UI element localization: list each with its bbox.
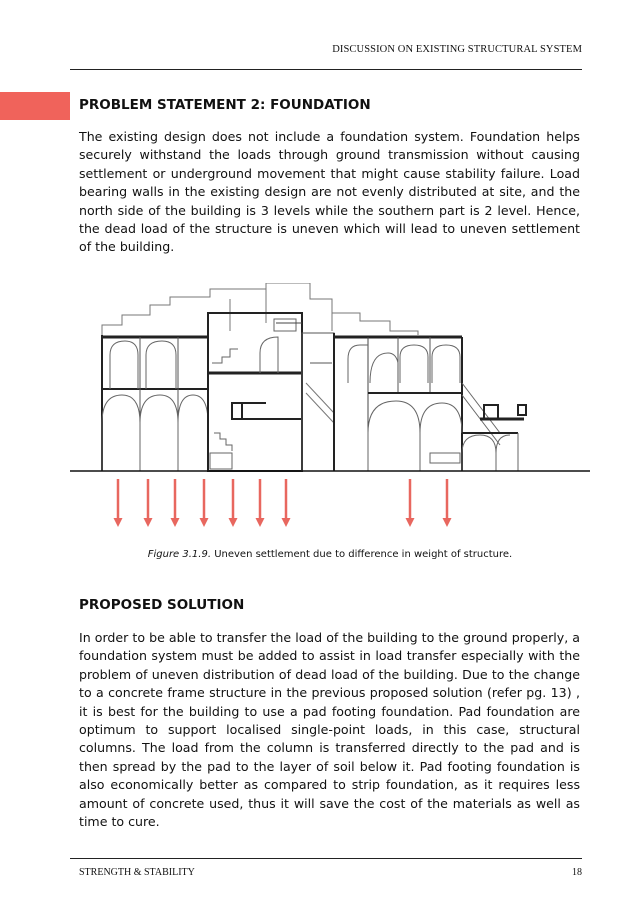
load-arrow (256, 479, 265, 527)
load-arrows (114, 479, 452, 527)
load-arrow (229, 479, 238, 527)
figure-caption-text: Uneven settlement due to difference in weight of structure. (211, 549, 513, 560)
solution-paragraph: In order to be able to transfer the load of the building to the ground properly, a foundation system must be added to assist in load transfer especially with the problem of uneven distribution of dead load of the building. Due to the change to a concrete frame structure in the previous proposed solution (refer pg. 13) , it is best for the building to use a pad footing foundation. Pad foundation are optimum to support localised single-point loads, in this case, structural columns. The load from the column is transferred directly to the pad and is then spread by the pad to the layer of soil below it. Pad footing foundation is also economically better as compared to strip foundation, as it requires less amount of concrete used, thus it will save the cost of the materials as well as time to cure. (79, 630, 580, 830)
load-arrow (114, 479, 123, 527)
problem-heading: PROBLEM STATEMENT 2: FOUNDATION (79, 97, 371, 113)
load-arrow (171, 479, 180, 527)
load-arrow (443, 479, 452, 527)
load-arrow (144, 479, 153, 527)
footer-rule (70, 858, 582, 859)
problem-paragraph: The existing design does not include a foundation system. Foundation helps securely withstand the loads through ground transmission without causing settlement or underground movement that might cause stability failure. Load bearing walls in the existing design are not evenly distributed at site, and the north side of the building is 3 levels while the southern part is 2 level. Hence, the dead load of the structure is uneven which will lead to uneven settlement of the building. (79, 129, 580, 255)
page-number: 18 (572, 867, 582, 878)
load-arrow (282, 479, 291, 527)
header-title: DISCUSSION ON EXISTING STRUCTURAL SYSTEM (332, 44, 582, 55)
load-arrow (200, 479, 209, 527)
accent-bar (0, 92, 70, 120)
figure-number: Figure 3.1.9. (147, 549, 212, 560)
solution-heading: PROPOSED SOLUTION (79, 597, 245, 613)
section-drawing (70, 283, 590, 533)
header-rule (70, 69, 582, 70)
footer-label: STRENGTH & STABILITY (79, 867, 195, 878)
load-arrow (406, 479, 415, 527)
building-section (102, 283, 526, 471)
figure-caption (70, 549, 590, 560)
